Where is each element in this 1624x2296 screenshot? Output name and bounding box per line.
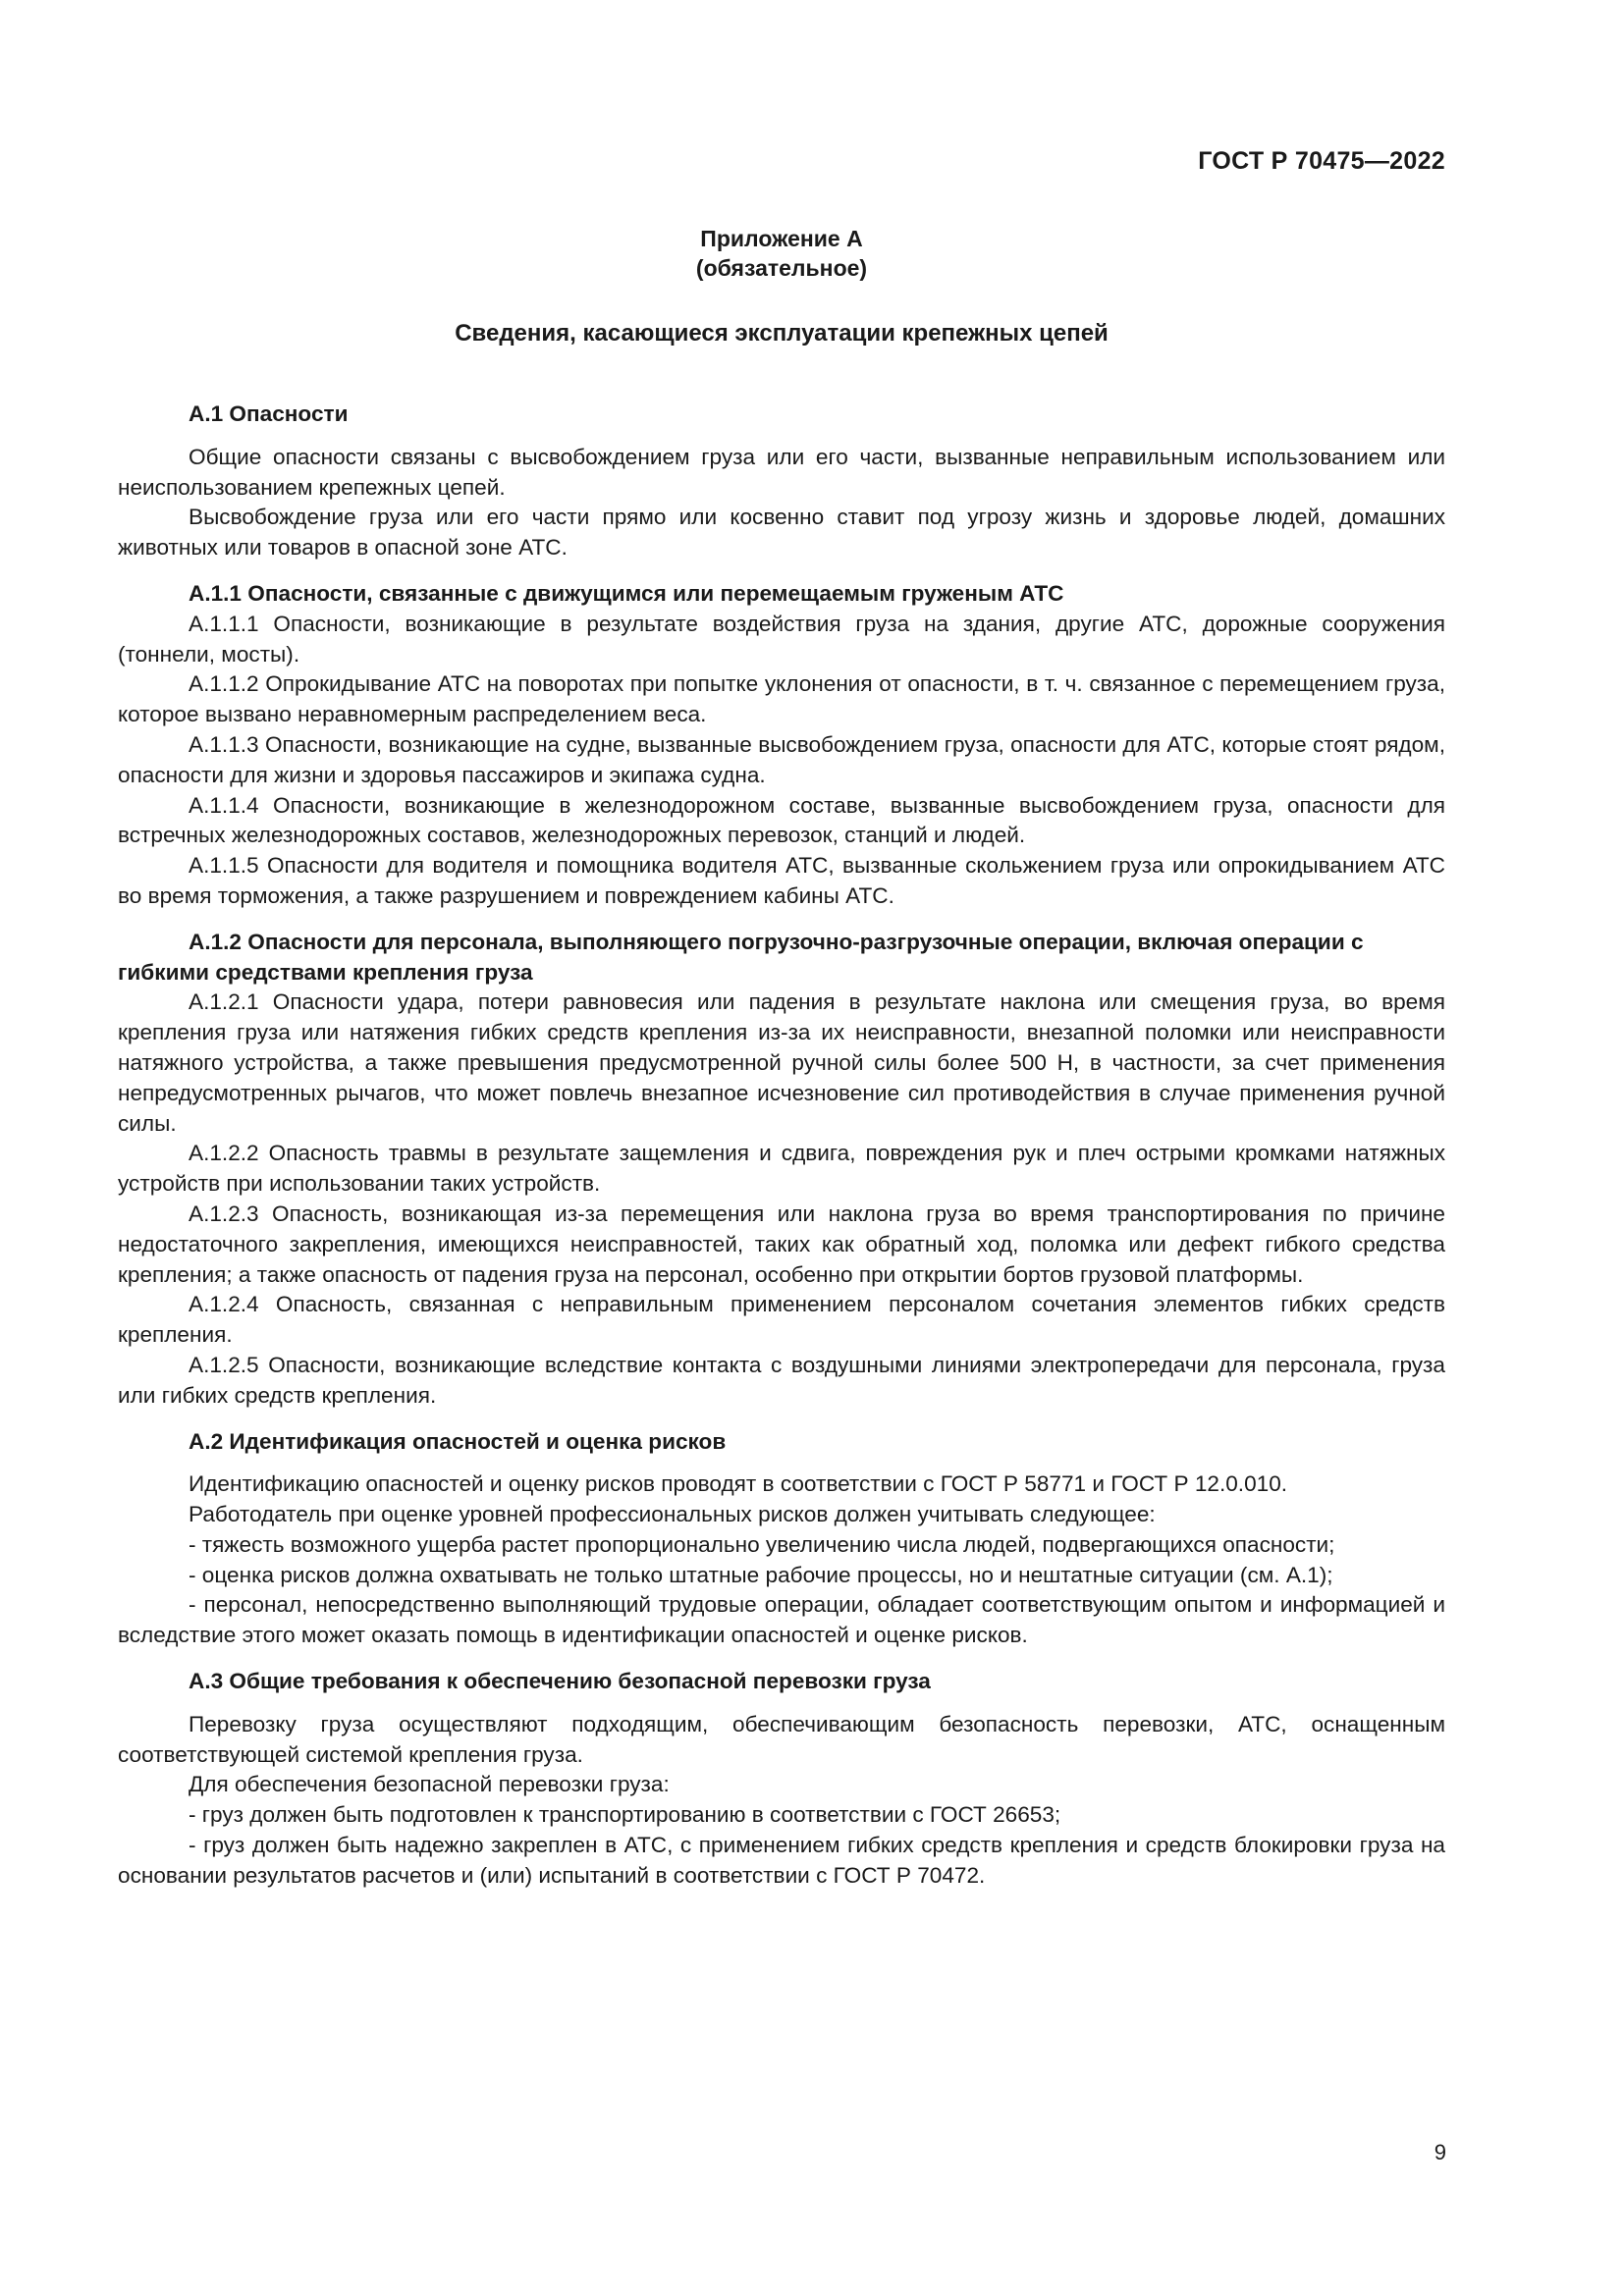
paragraph: А.1.1.5 Опасности для водителя и помощника водителя АТС, вызванные скольжением груза или опрокидыванием АТС во время торможения, а также разрушением и повреждением кабины АТС. <box>118 853 1445 908</box>
paragraph: А.1.2.4 Опасность, связанная с неправильным применением персоналом сочетания элементов гибких средств крепления. <box>118 1292 1445 1348</box>
section-heading-a3: А.3 Общие требования к обеспечению безопасной перевозки груза <box>189 1669 931 1694</box>
annex-label: Приложение А <box>700 226 863 251</box>
list-item: - груз должен быть надежно закреплен в АТС, с применением гибких средств крепления и средств блокировки груза на основании результатов расчетов и (или) испытаний в соответствии с ГОСТ Р 70472. <box>118 1833 1445 1888</box>
paragraph: А.1.1.2 Опрокидывание АТС на поворотах при попытке уклонения от опасности, в т. ч. связанное с перемещением груза, которое вызвано неравномерным распределением веса. <box>118 671 1445 727</box>
list-item: - груз должен быть подготовлен к транспортированию в соответствии с ГОСТ 26653; <box>189 1802 1061 1828</box>
paragraph: Высвобождение груза или его части прямо или косвенно ставит под угрозу жизнь и здоровье людей, домашних животных или товаров в опасной зоне АТС. <box>118 505 1445 561</box>
document-code: ГОСТ Р 70475—2022 <box>1198 147 1445 175</box>
paragraph: А.1.1.4 Опасности, возникающие в железнодорожном составе, вызванные высвобождением груза, опасности для встречных железнодорожных составов, железнодорожных перевозок, станций и людей. <box>118 792 1445 848</box>
paragraph: Работодатель при оценке уровней профессиональных рисков должен учитывать следующее: <box>189 1502 1156 1527</box>
paragraph: А.1.1.1 Опасности, возникающие в результате воздействия груза на здания, другие АТС, дорожные сооружения (тоннели, мосты). <box>118 611 1445 667</box>
section-heading-a1-1: А.1.1 Опасности, связанные с движущимся или перемещаемым груженым АТС <box>189 580 1064 606</box>
list-item: - оценка рисков должна охватывать не только штатные рабочие процессы, но и нештатные ситуации (см. А.1); <box>189 1562 1333 1587</box>
paragraph: А.1.2.3 Опасность, возникающая из-за перемещения или наклона груза во время транспортирования по причине недостаточного закрепления, имеющихся неисправностей, таких как обратный ход, поломка или дефект гибкого средства крепления; а также опасность от падения груза на персонал, особенно при открытии бортов грузовой платформы. <box>118 1201 1445 1287</box>
paragraph: Для обеспечения безопасной перевозки груза: <box>189 1772 670 1797</box>
section-heading-a1: А.1 Опасности <box>189 401 349 426</box>
paragraph: А.1.1.3 Опасности, возникающие на судне, вызванные высвобождением груза, опасности для АТС, которые стоят рядом, опасности для жизни и здоровья пассажиров и экипажа судна. <box>118 731 1445 787</box>
annex-title: Сведения, касающиеся эксплуатации крепежных цепей <box>455 320 1109 347</box>
document-body <box>118 400 1445 1892</box>
paragraph: Идентификацию опасностей и оценку рисков проводят в соответствии с ГОСТ Р 58771 и ГОСТ Р 12.0.010. <box>189 1471 1288 1497</box>
list-item: - персонал, непосредственно выполняющий трудовые операции, обладает соответствующим опытом и информацией и вследствие этого может оказать помощь в идентификации опасностей и оценке рисков. <box>118 1592 1445 1648</box>
list-item: - тяжесть возможного ущерба растет пропорционально увеличению числа людей, подвергающихся опасности; <box>189 1531 1335 1557</box>
annex-status: (обязательное) <box>695 255 868 281</box>
page-number: 9 <box>1434 2140 1446 2164</box>
paragraph: Перевозку груза осуществляют подходящим, обеспечивающим безопасность перевозки, АТС, оснащенным соответствующей системой крепления груза. <box>118 1711 1445 1767</box>
section-heading-a2: А.2 Идентификация опасностей и оценка рисков <box>189 1428 727 1454</box>
paragraph: А.1.2.2 Опасность травмы в результате защемления и сдвига, повреждения рук и плеч острыми кромками натяжных устройств при использовании таких устройств. <box>118 1141 1445 1197</box>
section-heading-a1-2: А.1.2 Опасности для персонала, выполняющего погрузочно-разгрузочные операции, включая операции с гибкими средствами крепления груза <box>118 929 1364 985</box>
paragraph: А.1.2.1 Опасности удара, потери равновесия или падения в результате наклона или смещения груза, во время крепления груза или натяжения гибких средств крепления из-за их неисправности, внезапной поломки или неисправности натяжного устройства, а также превышения предусмотренной ручной силы более 500 Н, в частности, за счет применения непредусмотренных рычагов, что может повлечь внезапное исчезновение сил противодействия в случае применения ручной силы. <box>118 989 1445 1136</box>
paragraph: А.1.2.5 Опасности, возникающие вследствие контакта с воздушными линиями электропередачи для персонала, груза или гибких средств крепления. <box>118 1352 1445 1408</box>
paragraph: Общие опасности связаны с высвобождением груза или его части, вызванные неправильным использованием или неиспользованием крепежных цепей. <box>118 444 1445 500</box>
annex-header <box>118 224 1445 283</box>
